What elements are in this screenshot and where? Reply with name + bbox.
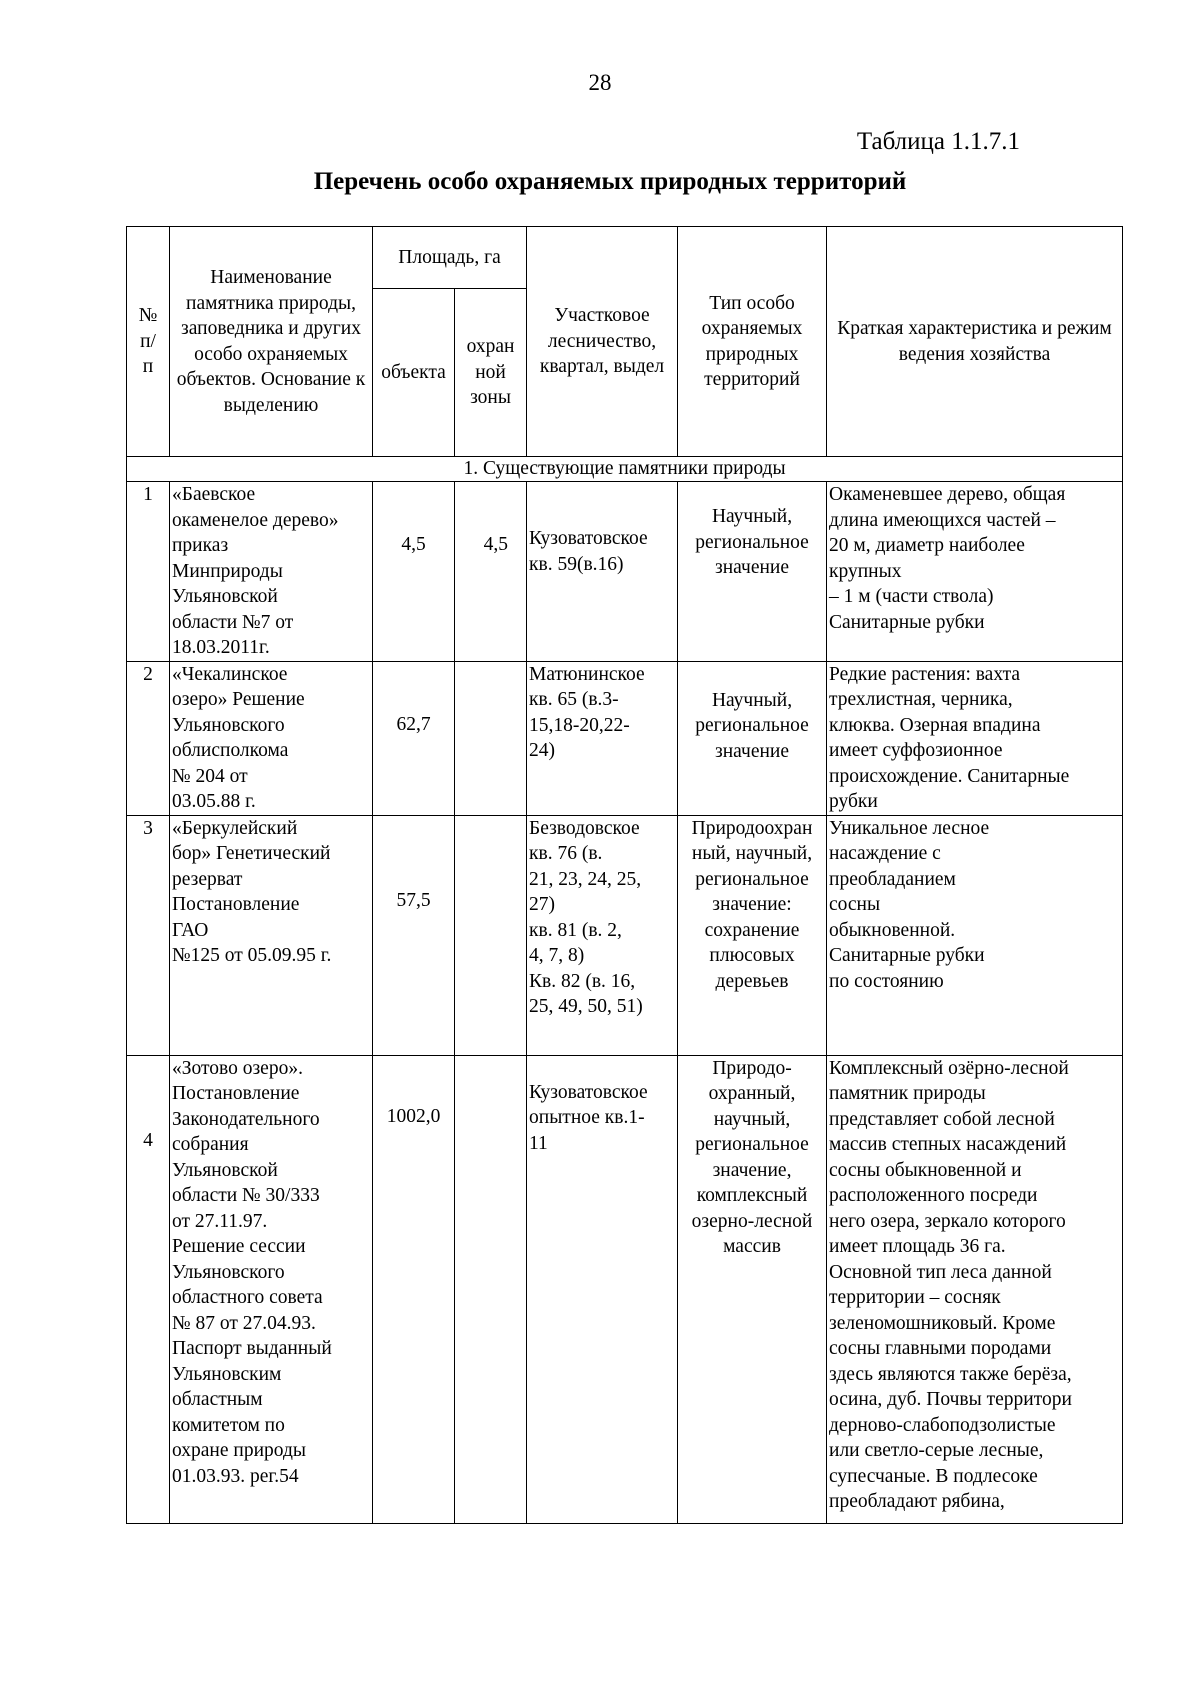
header-type: Тип особо охраняемых природных территорий xyxy=(678,227,827,457)
page-number: 28 xyxy=(588,70,612,95)
row-area-zone xyxy=(455,1055,527,1523)
row-type: Научный, региональное значение xyxy=(678,661,827,815)
row-num: 4 xyxy=(127,1055,170,1523)
header-area-zone: охран ной зоны xyxy=(455,289,527,457)
row-name: «Баевское окаменелое дерево» приказ Минприроды Ульяновской области №7 от 18.03.2011г. xyxy=(170,482,373,662)
table-row xyxy=(127,1055,1123,1523)
row-area-object: 4,5 xyxy=(373,482,455,662)
table-row xyxy=(127,482,1123,662)
header-area-object: объекта xyxy=(373,289,455,457)
row-name: «Зотово озеро». Постановление Законодательного собрания Ульяновской области № 30/333 от 27.11.97. Решение сессии Ульяновского областного совета № 87 от 27.04.93. Паспорт выданный Ульяновским областным комитетом по охране природы 01.03.93. рег.54 xyxy=(170,1055,373,1523)
row-area-object: 57,5 xyxy=(373,815,455,1055)
table-row xyxy=(127,661,1123,815)
row-type: Природо- охранный, научный, региональное значение, комплексный озерно-лесной массив xyxy=(678,1055,827,1523)
row-description: Комплексный озёрно-лесной памятник природы представляет собой лесной массив степных насаждений сосны обыкновенной и расположенного посреди него озера, зеркало которого имеет площадь 36 га. Основной тип леса данной территории – сосняк зеленомошниковый. Кроме сосны главными породами здесь являются также берёза, осина, дуб. Почвы территори дерново-слабоподзолистые или светло-серые лесные, супесчаные. В подлесоке преобладают рябина, xyxy=(827,1055,1123,1523)
row-description: Редкие растения: вахта трехлистная, черника, клюква. Озерная впадина имеет суффозионное происхождение. Санитарные рубки xyxy=(827,661,1123,815)
row-name: «Беркулейский бор» Генетический резерват Постановление ГАО №125 от 05.09.95 г. xyxy=(170,815,373,1055)
row-name: «Чекалинское озеро» Решение Ульяновского облисполкома № 204 от 03.05.88 г. xyxy=(170,661,373,815)
row-area-zone: 4,5 xyxy=(455,482,527,662)
row-num: 1 xyxy=(127,482,170,662)
row-description: Уникальное лесное насаждение с преобладанием сосны обыкновенной. Санитарные рубки по состоянию xyxy=(827,815,1123,1055)
row-location: Матюнинское кв. 65 (в.3- 15,18-20,22- 24) xyxy=(527,661,678,815)
row-area-zone xyxy=(455,661,527,815)
row-location: Кузоватовское опытное кв.1- 11 xyxy=(527,1055,678,1523)
row-num: 3 xyxy=(127,815,170,1055)
document-title: Перечень особо охраняемых природных территорий xyxy=(313,168,907,195)
header-description: Краткая характеристика и режим ведения хозяйства xyxy=(827,227,1123,457)
row-area-zone xyxy=(455,815,527,1055)
row-description: Окаменевшее дерево, общая длина имеющихся частей – 20 м, диаметр наиболее крупных – 1 м (части ствола) Санитарные рубки xyxy=(827,482,1123,662)
row-location: Безводовское кв. 76 (в. 21, 23, 24, 25, 27) кв. 81 (в. 2, 4, 7, 8) Кв. 82 (в. 16, 25, 49, 50, 51) xyxy=(527,815,678,1055)
row-type: Природоохран ный, научный, региональное значение: сохранение плюсовых деревьев xyxy=(678,815,827,1055)
header-num: № п/ п xyxy=(127,227,170,457)
section-heading: 1. Существующие памятники природы xyxy=(127,457,1123,482)
row-location: Кузоватовское кв. 59(в.16) xyxy=(527,482,678,662)
row-area-object: 62,7 xyxy=(373,661,455,815)
header-area: Площадь, га xyxy=(373,227,527,289)
row-num: 2 xyxy=(127,661,170,815)
table-caption: Таблица 1.1.7.1 xyxy=(856,128,1020,155)
protected-areas-table xyxy=(126,226,1123,1524)
table-row xyxy=(127,815,1123,1055)
header-name: Наименование памятника природы, заповедника и других особо охраняемых объектов. Основание к выделению xyxy=(170,227,373,457)
header-location: Участковое лесничество, квартал, выдел xyxy=(527,227,678,457)
row-type: Научный, региональное значение xyxy=(678,482,827,662)
row-area-object: 1002,0 xyxy=(373,1055,455,1523)
